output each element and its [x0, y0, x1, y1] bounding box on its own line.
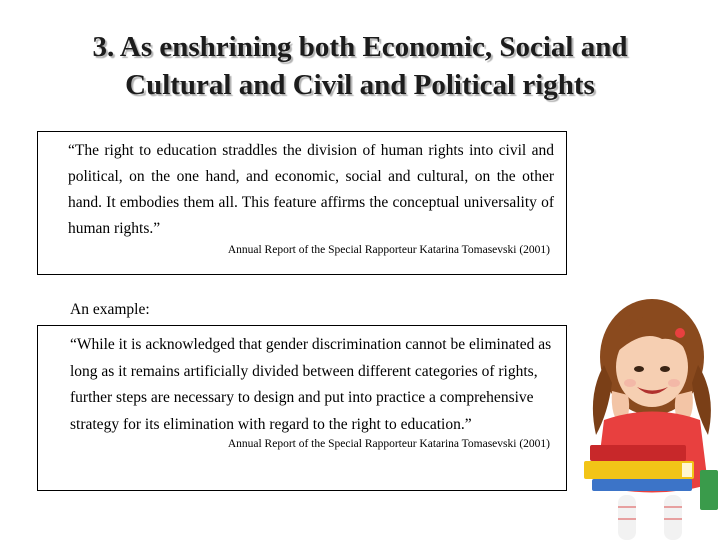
book-green	[700, 470, 718, 510]
quote-box-1	[37, 131, 567, 275]
eye-left	[634, 366, 644, 372]
quote-2-citation: Annual Report of the Special Rapporteur Katarina Tomasevski (2001)	[227, 438, 550, 450]
example-label: An example:	[70, 301, 150, 318]
book-yellow	[584, 461, 694, 479]
eye-right	[660, 366, 670, 372]
book-red	[590, 445, 686, 461]
leg-right	[664, 495, 682, 540]
hair-clip	[675, 328, 685, 338]
slide-title-line-1: 3. As enshrining both Economic, Social and	[92, 31, 628, 63]
leg-left	[618, 495, 636, 540]
slide-title-line-2: Cultural and Civil and Political rights	[125, 69, 595, 101]
quote-2-text: “While it is acknowledged that gender discrimination cannot be eliminated as long as it remains artificially divided between different categories of rights, further steps are necessary to design and put into practice a comprehensive strategy for its elimination with regard to the right to education.”	[70, 336, 552, 433]
quote-1-text: “The right to education straddles the division of human rights into civil and political, on the one hand, and economic, social and cultural, on the other hand. It embodies them all. This feature affirms the conceptual universality of human rights.”	[68, 142, 554, 237]
quote-box-2	[37, 325, 567, 491]
cheek-right	[668, 379, 680, 387]
girl-with-books-illustration	[582, 295, 720, 540]
quote-1-citation: Annual Report of the Special Rapporteur Katarina Tomasevski (2001)	[227, 244, 550, 256]
slide-title	[0, 28, 720, 104]
cheek-left	[624, 379, 636, 387]
book-blue	[592, 479, 692, 491]
book-page-edge	[682, 463, 692, 477]
